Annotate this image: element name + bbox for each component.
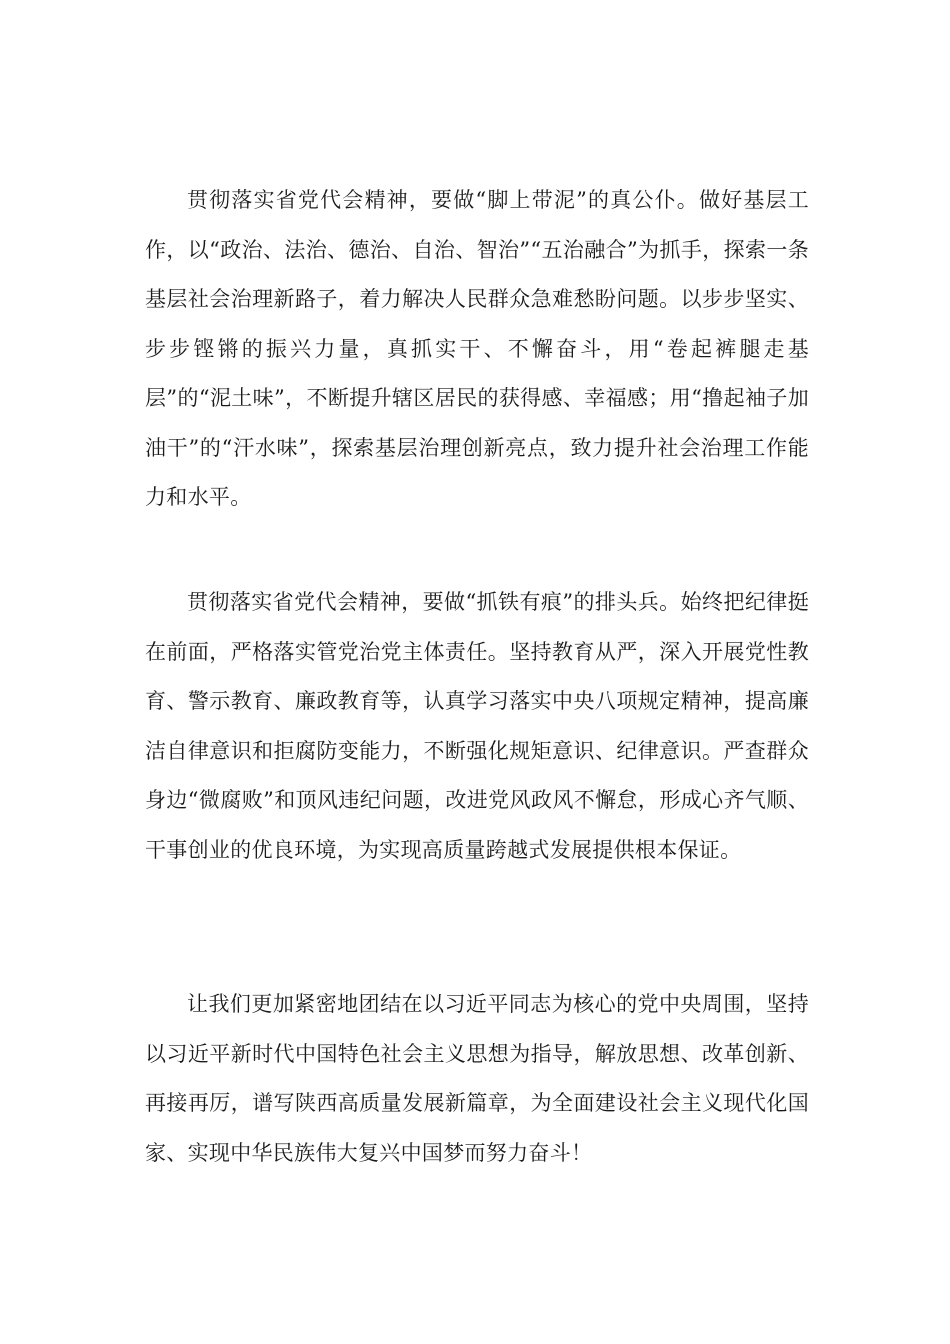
paragraph-3: 让我们更加紧密地团结在以习近平同志为核心的党中央周围，坚持以习近平新时代中国特色社会主义思想为指导，解放思想、改革创新、再接再厉，谱写陕西高质量发展新篇章，为全面建设社会主义现代化国家、实现中华民族伟大复兴中国梦而努力奋斗！ [145,992,809,1165]
paragraph-1: 贯彻落实省党代会精神，要做“脚上带泥”的真公仆。做好基层工作，以“政治、法治、德治、自治、智治”“五治融合”为抓手，探索一条基层社会治理新路子，着力解决人民群众急难愁盼问题。以步步坚实、步步铿锵的振兴力量，真抓实干、不懈奋斗，用“卷起裤腿走基层”的“泥土味”，不断提升辖区居民的获得感、幸福感；用“撸起袖子加油干”的“汗水味”，探索基层治理创新亮点，致力提升社会治理工作能力和水平。 [145,188,809,509]
paragraph-2: 贯彻落实省党代会精神，要做“抓铁有痕”的排头兵。始终把纪律挺在前面，严格落实管党治党主体责任。坚持教育从严，深入开展党性教育、警示教育、廉政教育等，认真学习落实中央八项规定精神，提高廉洁自律意识和拒腐防变能力，不断强化规矩意识、纪律意识。严查群众身边“微腐败”和顶风违纪问题，改进党风政风不懈怠，形成心齐气顺、干事创业的优良环境，为实现高质量跨越式发展提供根本保证。 [145,590,809,862]
